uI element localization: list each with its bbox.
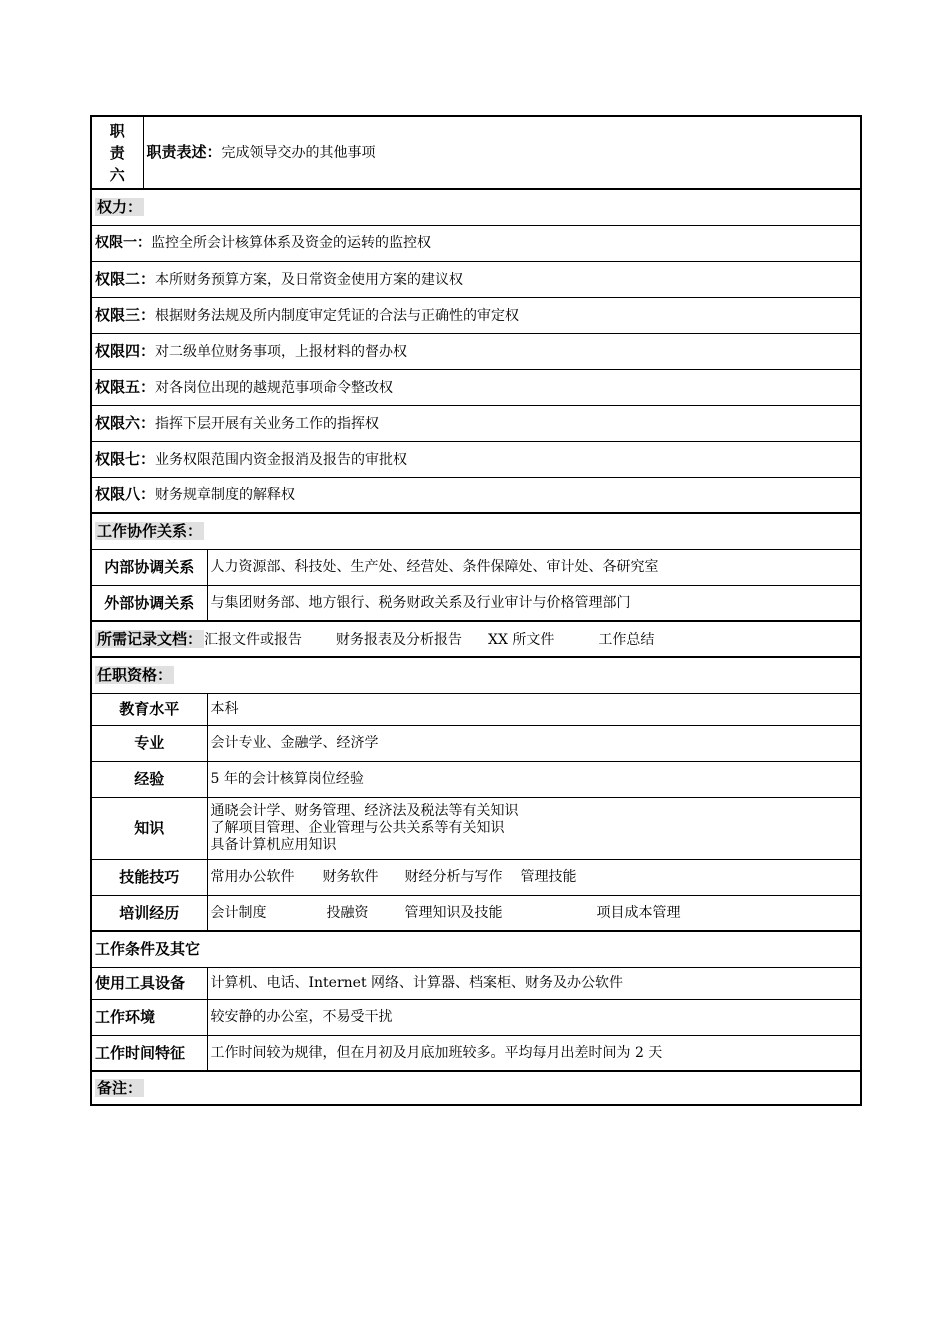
skills-item-2: 财务软件 [322, 869, 379, 885]
authority-text-3: 根据财务法规及所内制度审定凭证的合法与正确性的审定权 [155, 307, 520, 324]
major-label: 专业 [91, 725, 207, 761]
skills-item-3: 财经分析与写作 [404, 869, 503, 885]
authority-text-2: 本所财务预算方案，及日常资金使用方案的建议权 [155, 271, 464, 288]
qualifications-header: 任职资格： [97, 665, 173, 684]
skills-label: 技能技巧 [91, 859, 207, 895]
knowledge-value [207, 797, 861, 859]
work-time-value: 工作时间较为规律，但在月初及月底加班较多。平均每月出差时间为 2 天 [207, 1035, 861, 1071]
authority-text-1: 监控全所会计核算体系及资金的运转的监控权 [151, 235, 431, 251]
duty6-side-char-3: 六 [109, 165, 125, 184]
authority-row-2 [91, 261, 861, 297]
environment-value: 较安静的办公室，不易受干扰 [207, 999, 861, 1035]
work-time-row [91, 1035, 861, 1071]
education-row [91, 693, 861, 725]
authority-row-8 [91, 477, 861, 513]
major-row [91, 725, 861, 761]
authority-label-2: 权限二： [95, 269, 156, 288]
authority-text-6: 指挥下层开展有关业务工作的指挥权 [155, 415, 380, 432]
internal-coordination-label: 内部协调关系 [91, 549, 207, 585]
authority-label-4: 权限四： [95, 341, 156, 360]
major-value: 会计专业、金融学、经济学 [207, 725, 861, 761]
skills-item-4: 管理技能 [520, 869, 577, 885]
experience-value: 5 年的会计核算岗位经验 [207, 761, 861, 797]
job-description-table [90, 115, 862, 1106]
skills-row [91, 859, 861, 895]
duty6-label: 职责表述： [146, 143, 222, 161]
remarks-header: 备注： [97, 1078, 143, 1097]
records-row [91, 621, 861, 657]
authority-text-4: 对二级单位财务事项，上报材料的督办权 [155, 343, 408, 360]
authority-row-1 [91, 225, 861, 261]
records-item-1: 汇报文件或报告 [204, 631, 303, 648]
authority-label-8: 权限八： [95, 485, 156, 504]
authority-row-4 [91, 333, 861, 369]
training-row [91, 895, 861, 931]
records-label: 所需记录文档： [97, 629, 203, 648]
authority-header-row [91, 189, 861, 225]
authority-row-5 [91, 369, 861, 405]
authority-label-3: 权限三： [95, 305, 156, 324]
collaboration-header: 工作协作关系： [97, 521, 203, 540]
duty6-side-char-1: 职 [109, 121, 125, 140]
training-item-3: 管理知识及技能 [404, 904, 503, 921]
knowledge-line-2: 了解项目管理、企业管理与公共关系等有关知识 [210, 819, 505, 836]
external-coordination-label: 外部协调关系 [91, 585, 207, 621]
training-item-4: 项目成本管理 [596, 904, 681, 921]
records-item-4: 工作总结 [598, 631, 655, 648]
duty6-text: 完成领导交办的其他事项 [221, 145, 376, 161]
training-item-2: 投融资 [326, 904, 369, 921]
authority-text-7: 业务权限范围内资金报消及报告的审批权 [155, 451, 408, 468]
remarks-row [91, 1071, 861, 1105]
training-label: 培训经历 [91, 895, 207, 931]
authority-row-3 [91, 297, 861, 333]
qualifications-header-row [91, 657, 861, 693]
authority-label-7: 权限七： [95, 449, 156, 468]
authority-text-8: 财务规章制度的解释权 [155, 487, 296, 504]
duty6-side-label [91, 116, 143, 189]
work-time-label: 工作时间特征 [91, 1035, 207, 1071]
tools-label: 使用工具设备 [91, 967, 207, 999]
records-item-3: XX 所文件 [488, 631, 555, 648]
knowledge-label: 知识 [91, 797, 207, 859]
authority-label-1: 权限一： [95, 235, 151, 251]
environment-row [91, 999, 861, 1035]
authority-text-5: 对各岗位出现的越规范事项命令整改权 [155, 379, 394, 396]
authority-header-cell [91, 189, 861, 225]
conditions-header-row [91, 931, 861, 967]
knowledge-row [91, 797, 861, 859]
training-item-1: 会计制度 [210, 904, 267, 921]
skills-item-1: 常用办公软件 [210, 869, 295, 885]
authority-row-7 [91, 441, 861, 477]
experience-row [91, 761, 861, 797]
internal-coordination-value: 人力资源部、科技处、生产处、经营处、条件保障处、审计处、各研究室 [207, 549, 861, 585]
authority-label-6: 权限六： [95, 413, 156, 432]
authority-row-6 [91, 405, 861, 441]
knowledge-line-1: 通晓会计学、财务管理、经济法及税法等有关知识 [210, 802, 519, 819]
experience-label: 经验 [91, 761, 207, 797]
records-item-2: 财务报表及分析报告 [336, 631, 463, 648]
job-description-sheet [90, 115, 860, 1106]
duty6-row [91, 116, 861, 189]
conditions-header: 工作条件及其它 [95, 939, 201, 958]
collaboration-header-row [91, 513, 861, 549]
skills-value [207, 859, 861, 895]
external-coordination-row [91, 585, 861, 621]
authority-header: 权力： [97, 197, 143, 216]
internal-coordination-row [91, 549, 861, 585]
duty6-side-char-2: 责 [109, 143, 125, 162]
tools-value: 计算机、电话、Internet 网络、计算器、档案柜、财务及办公软件 [207, 967, 861, 999]
external-coordination-value: 与集团财务部、地方银行、税务财政关系及行业审计与价格管理部门 [207, 585, 861, 621]
duty6-description-cell [143, 116, 861, 189]
environment-label: 工作环境 [91, 999, 207, 1035]
education-label: 教育水平 [91, 693, 207, 725]
training-value [207, 895, 861, 931]
tools-row [91, 967, 861, 999]
authority-label-5: 权限五： [95, 377, 156, 396]
knowledge-line-3: 具备计算机应用知识 [210, 836, 337, 853]
education-value: 本科 [207, 693, 861, 725]
